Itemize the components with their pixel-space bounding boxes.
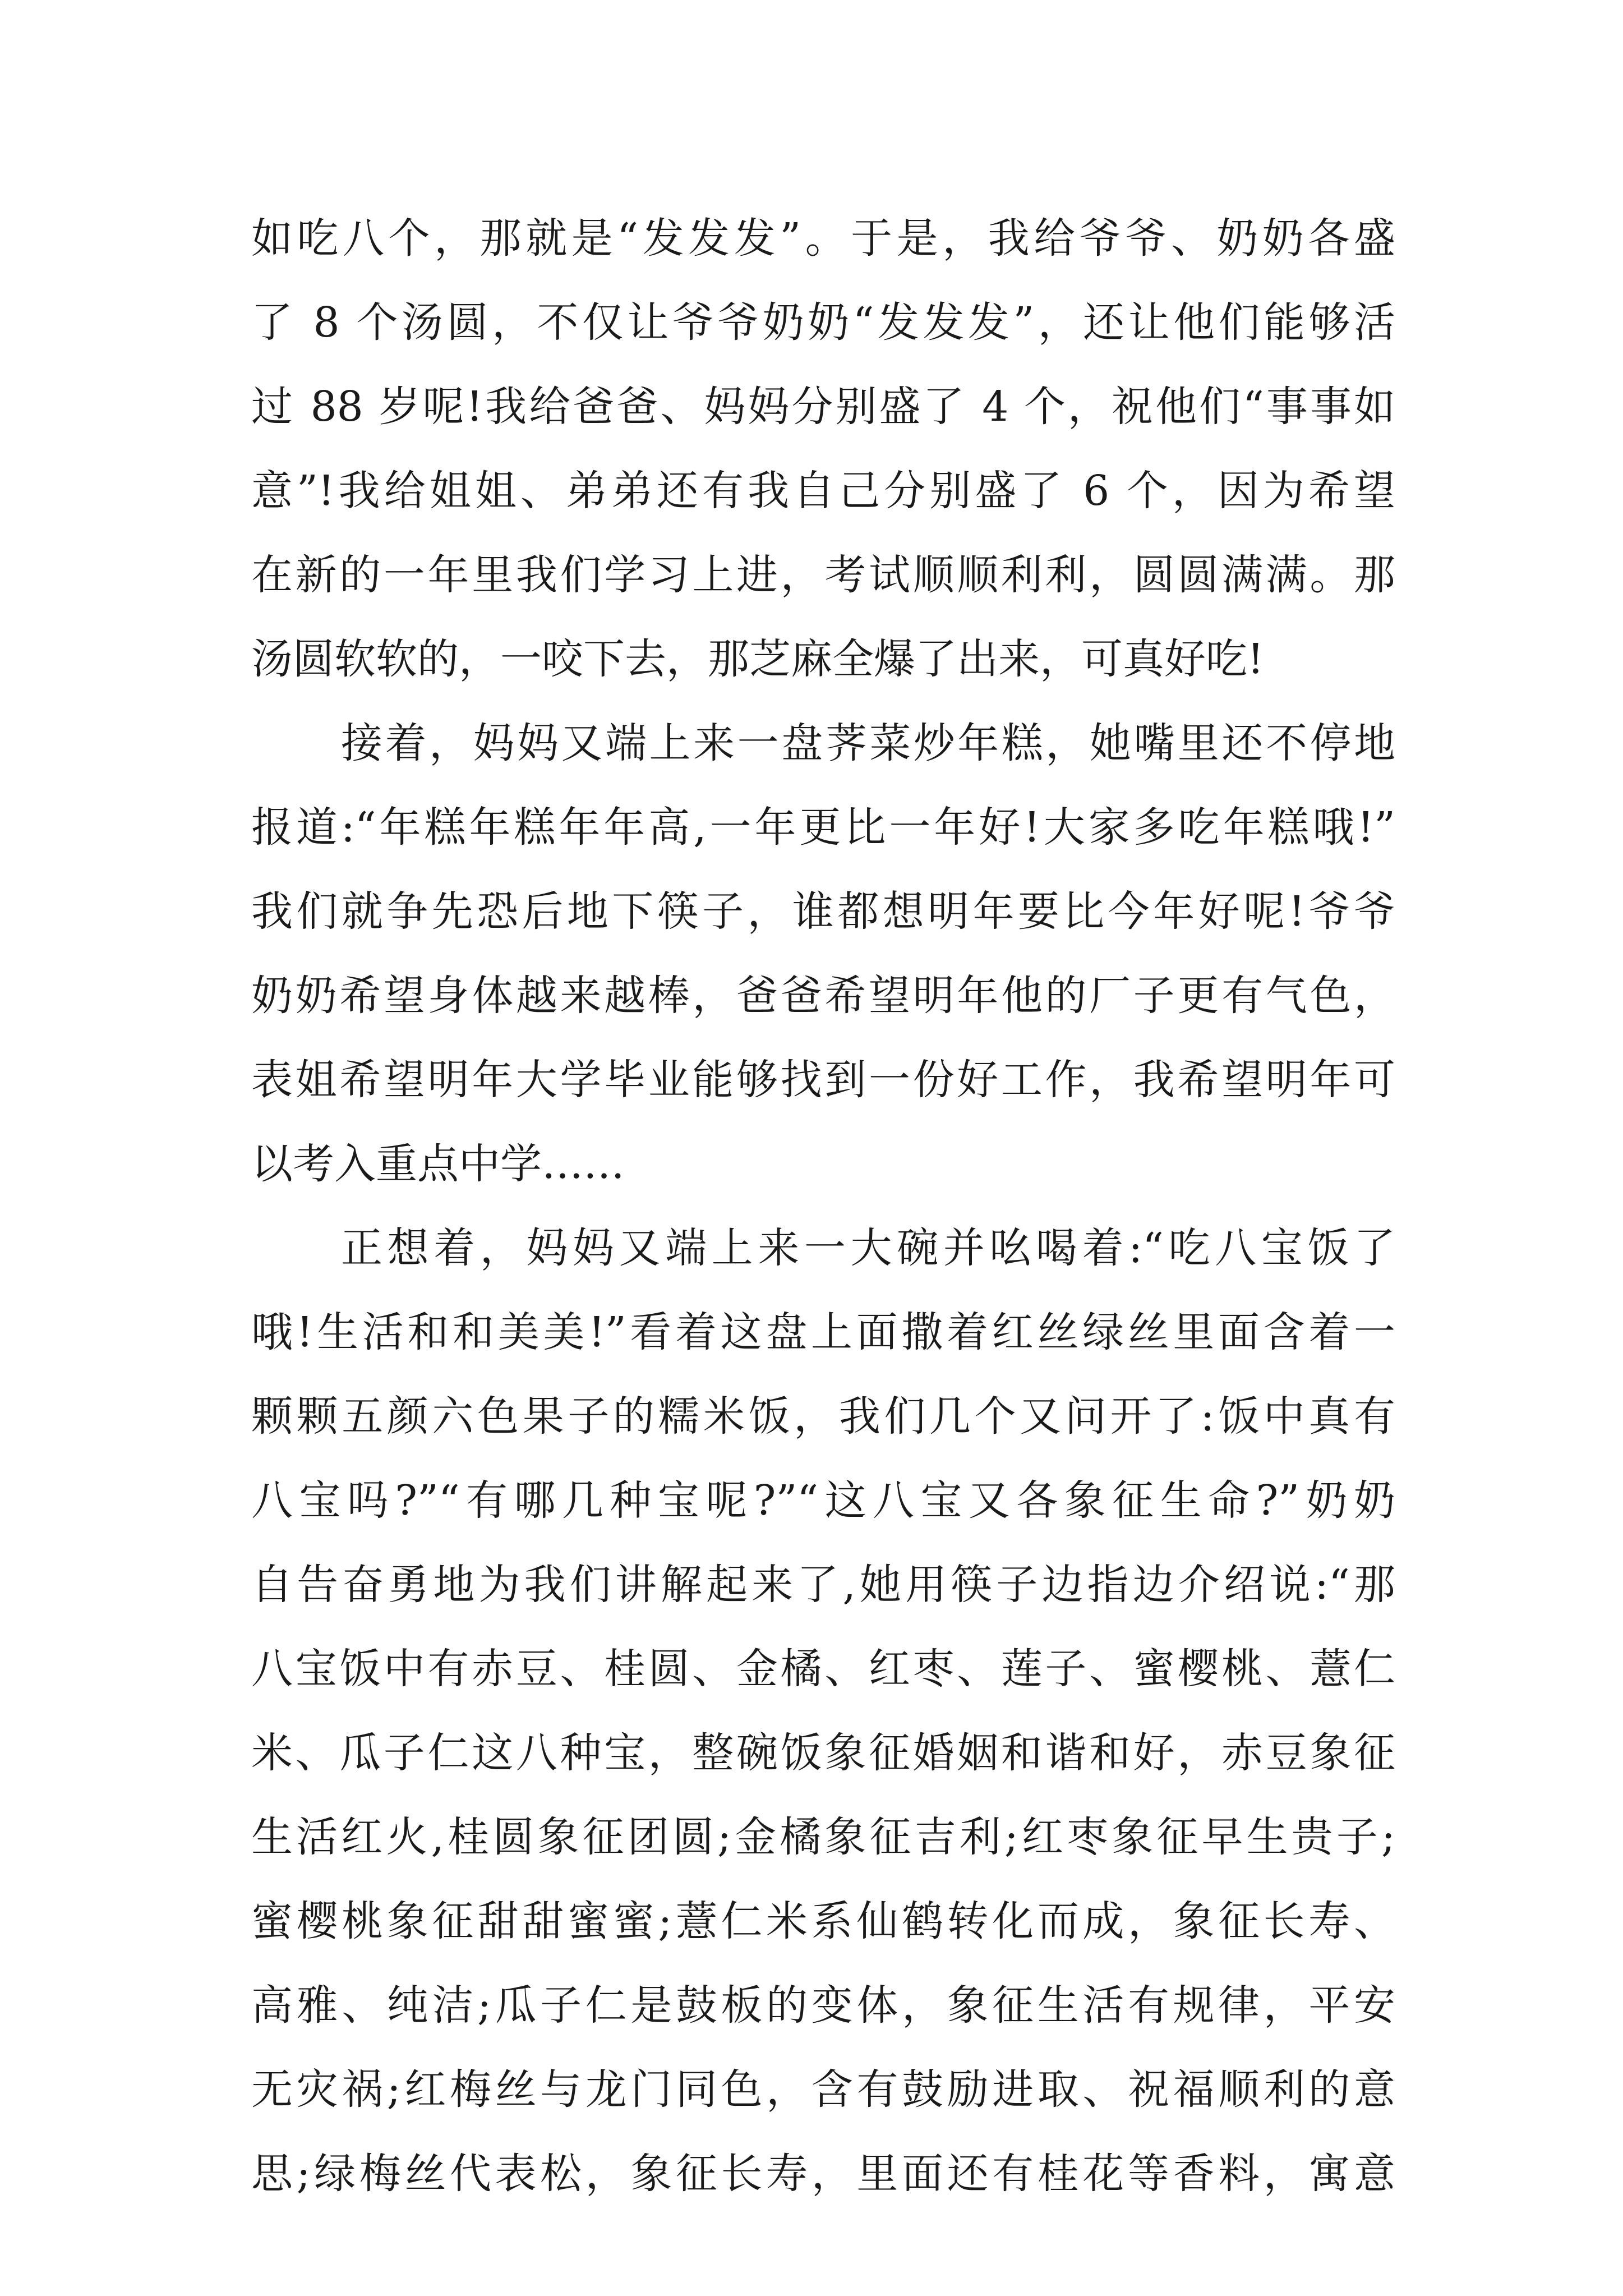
text-line-7: 接着，妈妈又端上来一盘荠菜炒年糕，她嘴里还不停地 <box>341 719 1395 767</box>
text-line-10: 奶奶希望身体越来越棒，爸爸希望明年他的厂子更有气色， <box>251 972 1395 1020</box>
text-line-3: 过 88 岁呢!我给爸爸、妈妈分别盛了 4 个，祝他们“事事如 <box>251 383 1395 431</box>
text-line-12: 以考入重点中学…… <box>251 1140 625 1188</box>
text-line-9: 我们就争先恐后地下筷子，谁都想明年要比今年好呢!爷爷 <box>251 887 1395 936</box>
text-line-8: 报道:“年糕年糕年年高,一年更比一年好!大家多吃年糕哦!” <box>251 803 1395 852</box>
text-line-22: 高雅、纯洁;瓜子仁是鼓板的变体，象征生活有规律，平安 <box>251 1981 1395 2030</box>
body-text <box>251 196 1395 2216</box>
text-line-14: 哦!生活和和美美!”看着这盘上面撒着红丝绿丝里面含着一 <box>251 1308 1395 1356</box>
text-line-17: 自告奋勇地为我们讲解起来了,她用筷子边指边介绍说:“那 <box>251 1561 1395 1609</box>
text-line-15: 颗颗五颜六色果子的糯米饭，我们几个又问开了:饭中真有 <box>251 1392 1395 1441</box>
text-line-19: 米、瓜子仁这八种宝，整碗饭象征婚姻和谐和好，赤豆象征 <box>251 1729 1395 1777</box>
text-line-21: 蜜樱桃象征甜甜蜜蜜;薏仁米系仙鹤转化而成，象征长寿、 <box>251 1897 1395 1945</box>
text-line-18: 八宝饭中有赤豆、桂圆、金橘、红枣、莲子、蜜樱桃、薏仁 <box>251 1645 1395 1693</box>
text-line-5: 在新的一年里我们学习上进，考试顺顺利利，圆圆满满。那 <box>251 551 1395 599</box>
text-line-16: 八宝吗?”“有哪几种宝呢?”“这八宝又各象征生命?”奶奶 <box>251 1476 1395 1525</box>
text-line-23: 无灾祸;红梅丝与龙门同色，含有鼓励进取、祝福顺利的意 <box>251 2065 1395 2114</box>
text-line-13: 正想着，妈妈又端上来一大碗并吆喝着:“吃八宝饭了 <box>341 1224 1395 1272</box>
text-line-2: 了 8 个汤圆，不仅让爷爷奶奶“发发发”，还让他们能够活 <box>251 298 1395 347</box>
text-line-6: 汤圆软软的，一咬下去，那芝麻全爆了出来，可真好吃! <box>251 635 1264 683</box>
text-line-20: 生活红火,桂圆象征团圆;金橘象征吉利;红枣象征早生贵子; <box>251 1813 1395 1861</box>
text-line-11: 表姐希望明年大学毕业能够找到一份好工作，我希望明年可 <box>251 1056 1395 1104</box>
text-line-24: 思;绿梅丝代表松，象征长寿，里面还有桂花等香料，寓意 <box>251 2150 1395 2198</box>
text-line-1: 如吃八个，那就是“发发发”。于是，我给爷爷、奶奶各盛 <box>251 214 1395 263</box>
text-line-4: 意”!我给姐姐、弟弟还有我自己分别盛了 6 个，因为希望 <box>251 467 1395 515</box>
